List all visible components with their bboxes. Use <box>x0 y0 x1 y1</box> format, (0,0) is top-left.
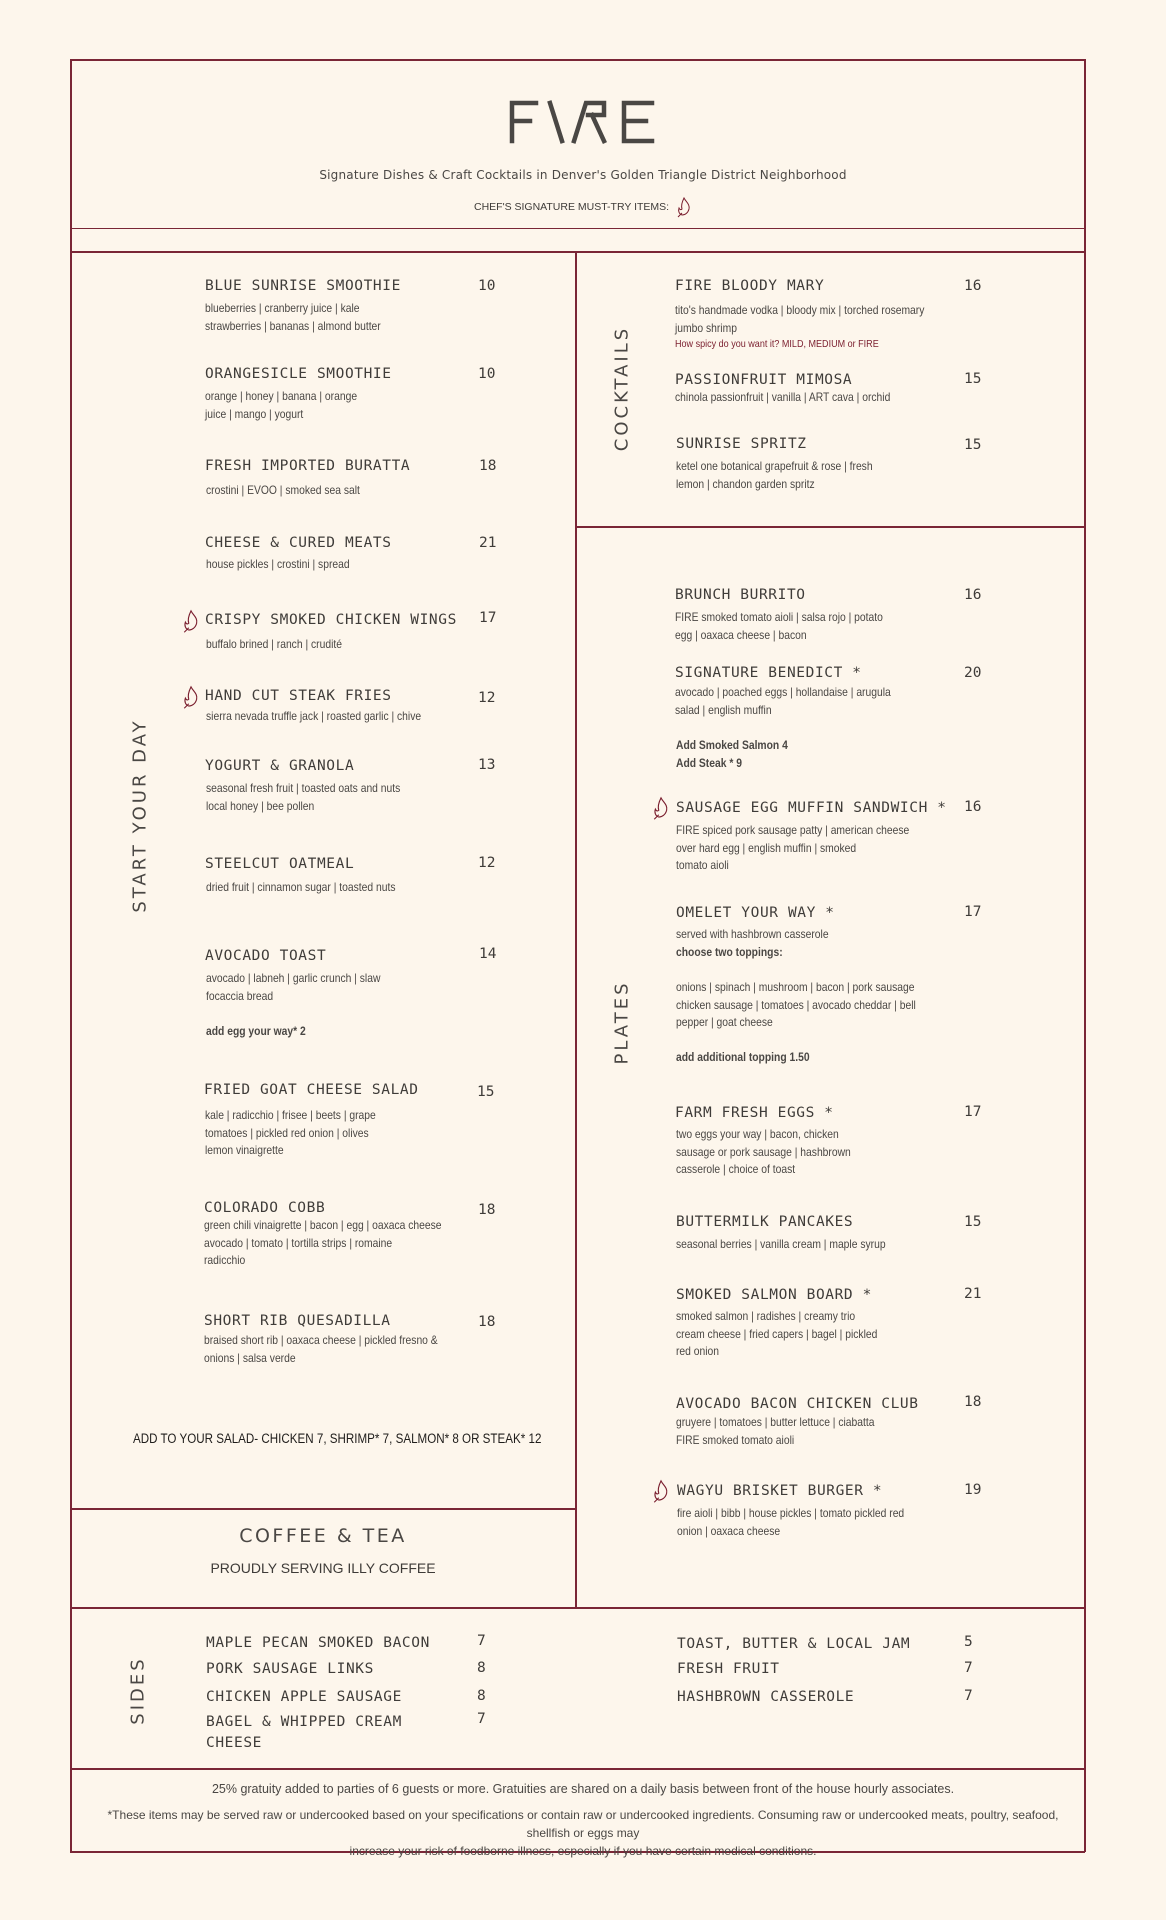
side-item-name: TOAST, BUTTER & LOCAL JAM <box>677 1636 911 1652</box>
item-name: AVOCADO TOAST <box>205 948 327 964</box>
divider-header-1 <box>70 228 1085 229</box>
item-price: 18 <box>964 1394 982 1410</box>
section-sides: SIDES <box>127 1656 149 1725</box>
tagline: Signature Dishes & Craft Cocktails in Denver's Golden Triangle District Neighborhood <box>319 168 847 182</box>
item-name: SIGNATURE BENEDICT * <box>675 665 862 681</box>
flame-icon <box>182 608 200 634</box>
item-desc: green chili vinaigrette | bacon | egg | oaxaca cheese avocado | tomato | tortilla strips | romaine radicchio <box>204 1218 442 1267</box>
item-extra: Add Smoked Salmon 4 Add Steak * 9 <box>676 738 788 770</box>
item-price: 21 <box>479 535 497 551</box>
side-item-name-cont: CHEESE <box>206 1735 262 1751</box>
side-item-price: 7 <box>477 1711 486 1727</box>
item-name: BLUE SUNRISE SMOOTHIE <box>205 278 401 294</box>
item-desc: braised short rib | oaxaca cheese | pickled fresno & onions | salsa verde <box>204 1333 438 1365</box>
item-desc: avocado | poached eggs | hollandaise | arugula salad | english muffin <box>675 685 891 717</box>
gratuity-note: 25% gratuity added to parties of 6 guests or more. Gratuities are shared on a daily basis between front of the house hourly associates. <box>211 1782 955 1796</box>
side-item-name: MAPLE PECAN SMOKED BACON <box>206 1635 430 1651</box>
item-price: 16 <box>964 799 982 815</box>
item-price: 12 <box>478 690 496 706</box>
item-price: 15 <box>477 1084 495 1100</box>
item-price: 12 <box>478 855 496 871</box>
item-desc: sierra nevada truffle jack | roasted garlic | chive <box>206 709 422 723</box>
item-price: 16 <box>964 587 982 603</box>
flame-icon <box>652 795 670 821</box>
item-name: BUTTERMILK PANCAKES <box>676 1214 854 1230</box>
item-name: ORANGESICLE SMOOTHIE <box>205 366 392 382</box>
salad-addon: ADD TO YOUR SALAD- CHICKEN 7, SHRIMP* 7, SALMON* 8 OR STEAK* 12 <box>133 1431 542 1446</box>
item-desc: kale | radicchio | frisee | beets | grape tomatoes | pickled red onion | olives lemon vinaigrette <box>205 1108 376 1157</box>
item-bold-note: choose two toppings: <box>676 945 783 959</box>
item-name: WAGYU BRISKET BURGER * <box>677 1483 883 1499</box>
item-name: SMOKED SALMON BOARD * <box>676 1287 872 1303</box>
item-price: 16 <box>964 278 982 294</box>
side-item-price: 7 <box>964 1688 973 1704</box>
item-name: HAND CUT STEAK FRIES <box>205 688 392 704</box>
item-desc: FIRE spiced pork sausage patty | american cheese over hard egg | english muffin | smoked tomato aioli <box>676 823 910 872</box>
item-name: FRESH IMPORTED BURATTA <box>205 458 411 474</box>
flame-icon <box>676 196 692 218</box>
item-desc: chinola passionfruit | vanilla | ART cava | orchid <box>675 390 891 404</box>
item-desc: ketel one botanical grapefruit & rose | fresh lemon | chandon garden spritz <box>676 459 873 491</box>
item-desc: house pickles | crostini | spread <box>206 557 350 571</box>
border-left <box>70 59 72 1852</box>
section-plates: PLATES <box>611 980 633 1065</box>
item-price: 10 <box>478 366 496 382</box>
item-extra: add egg your way* 2 <box>206 1024 306 1038</box>
item-name: YOGURT & GRANOLA <box>205 758 355 774</box>
side-item-name: CHICKEN APPLE SAUSAGE <box>206 1689 402 1705</box>
divider-center <box>575 251 577 1608</box>
item-price: 18 <box>478 1202 496 1218</box>
item-name: STEELCUT OATMEAL <box>205 856 355 872</box>
item-price: 17 <box>479 610 497 626</box>
border-right <box>1084 59 1086 1852</box>
item-name: PASSIONFRUIT MIMOSA <box>675 372 853 388</box>
item-name: CHEESE & CURED MEATS <box>205 535 392 551</box>
chef-signature-note <box>0 196 1166 218</box>
side-item-price: 7 <box>477 1633 486 1649</box>
item-desc: blueberries | cranberry juice | kale strawberries | bananas | almond butter <box>205 301 381 333</box>
item-desc: avocado | labneh | garlic crunch | slaw focaccia bread <box>206 971 381 1003</box>
item-name: AVOCADO BACON CHICKEN CLUB <box>676 1396 919 1412</box>
item-desc: tito's handmade vodka | bloody mix | torched rosemary jumbo shrimp <box>675 303 925 335</box>
divider-header-2 <box>70 251 1085 253</box>
coffee-tea-heading: COFFEE & TEA <box>239 1525 407 1547</box>
item-name: OMELET YOUR WAY * <box>676 905 835 921</box>
item-desc: dried fruit | cinnamon sugar | toasted nuts <box>206 880 396 894</box>
logo <box>0 100 1166 149</box>
fire-logo-mark <box>508 100 658 144</box>
side-item-price: 8 <box>477 1688 486 1704</box>
flame-icon <box>182 684 200 710</box>
divider-footer <box>70 1768 1085 1770</box>
side-item-name: HASHBROWN CASSEROLE <box>677 1689 855 1705</box>
side-item-name: BAGEL & WHIPPED CREAM <box>206 1714 402 1730</box>
item-desc: smoked salmon | radishes | creamy trio cream cheese | fried capers | bagel | pickled red onion <box>676 1309 878 1358</box>
item-price: 19 <box>964 1482 982 1498</box>
item-name: COLORADO COBB <box>204 1200 326 1216</box>
item-desc: two eggs your way | bacon, chicken sausage or pork sausage | hashbrown casserole | choice of toast <box>676 1127 851 1176</box>
item-name: SUNRISE SPRITZ <box>676 436 807 452</box>
item-name: FARM FRESH EGGS * <box>675 1105 834 1121</box>
chef-note-label: CHEF'S SIGNATURE MUST-TRY ITEMS: <box>473 200 670 213</box>
item-name: BRUNCH BURRITO <box>675 587 806 603</box>
item-desc-toppings: onions | spinach | mushroom | bacon | pork sausage chicken sausage | tomatoes | avocado cheddar | bell pepper | goat cheese <box>676 980 916 1029</box>
item-price: 20 <box>964 665 982 681</box>
item-name: FRIED GOAT CHEESE SALAD <box>204 1082 419 1098</box>
coffee-tea-subtitle: PROUDLY SERVING ILLY COFFEE <box>210 1560 436 1576</box>
item-price: 18 <box>479 458 497 474</box>
item-price: 13 <box>478 757 496 773</box>
side-item-price: 7 <box>964 1660 973 1676</box>
section-cocktails: COCKTAILS <box>611 325 633 452</box>
item-name: SHORT RIB QUESADILLA <box>204 1313 391 1329</box>
item-desc: seasonal berries | vanilla cream | maple syrup <box>676 1237 886 1251</box>
side-item-price: 5 <box>964 1634 973 1650</box>
item-name: SAUSAGE EGG MUFFIN SANDWICH * <box>676 800 947 816</box>
section-start-your-day: START YOUR DAY <box>129 718 151 913</box>
item-desc: orange | honey | banana | orange juice | mango | yogurt <box>205 389 358 421</box>
item-desc: buffalo brined | ranch | crudité <box>206 637 342 651</box>
item-price: 10 <box>478 278 496 294</box>
item-price: 17 <box>964 904 982 920</box>
item-desc: FIRE smoked tomato aioli | salsa rojo | potato egg | oaxaca cheese | bacon <box>675 610 883 642</box>
item-price: 14 <box>479 946 497 962</box>
item-price: 15 <box>964 437 982 453</box>
item-desc: served with hashbrown casserole <box>676 927 829 941</box>
flame-icon <box>652 1478 670 1504</box>
item-extra: add additional topping 1.50 <box>676 1050 810 1064</box>
item-name: CRISPY SMOKED CHICKEN WINGS <box>205 612 457 628</box>
side-item-name: PORK SAUSAGE LINKS <box>206 1661 374 1677</box>
item-desc: crostini | EVOO | smoked sea salt <box>206 483 360 497</box>
item-price: 18 <box>478 1314 496 1330</box>
item-desc: gruyere | tomatoes | butter lettuce | ciabatta FIRE smoked tomato aioli <box>676 1415 875 1447</box>
side-item-price: 8 <box>477 1660 486 1676</box>
item-price: 21 <box>964 1286 982 1302</box>
item-desc: fire aioli | bibb | house pickles | tomato pickled red onion | oaxaca cheese <box>677 1506 905 1538</box>
item-desc: seasonal fresh fruit | toasted oats and nuts local honey | bee pollen <box>206 781 401 813</box>
item-price: 15 <box>964 371 982 387</box>
border-top <box>70 59 1085 61</box>
raw-food-disclaimer: *These items may be served raw or undercooked based on your specifications or contain raw or undercooked ingredients. Consuming raw or undercooked meats, poultry, seafood, shellfish or eggs may increase your risk of foodborne illness, especially if you have certain medical conditions. <box>107 1808 1059 1858</box>
item-price: 17 <box>964 1104 982 1120</box>
divider-sides-top <box>70 1607 1085 1609</box>
item-name: FIRE BLOODY MARY <box>675 278 825 294</box>
divider-coffee <box>70 1508 576 1510</box>
item-price: 15 <box>964 1214 982 1230</box>
spice-note: How spicy do you want it? MILD, MEDIUM or FIRE <box>675 338 879 350</box>
divider-cocktails <box>575 526 1085 528</box>
side-item-name: FRESH FRUIT <box>677 1661 780 1677</box>
